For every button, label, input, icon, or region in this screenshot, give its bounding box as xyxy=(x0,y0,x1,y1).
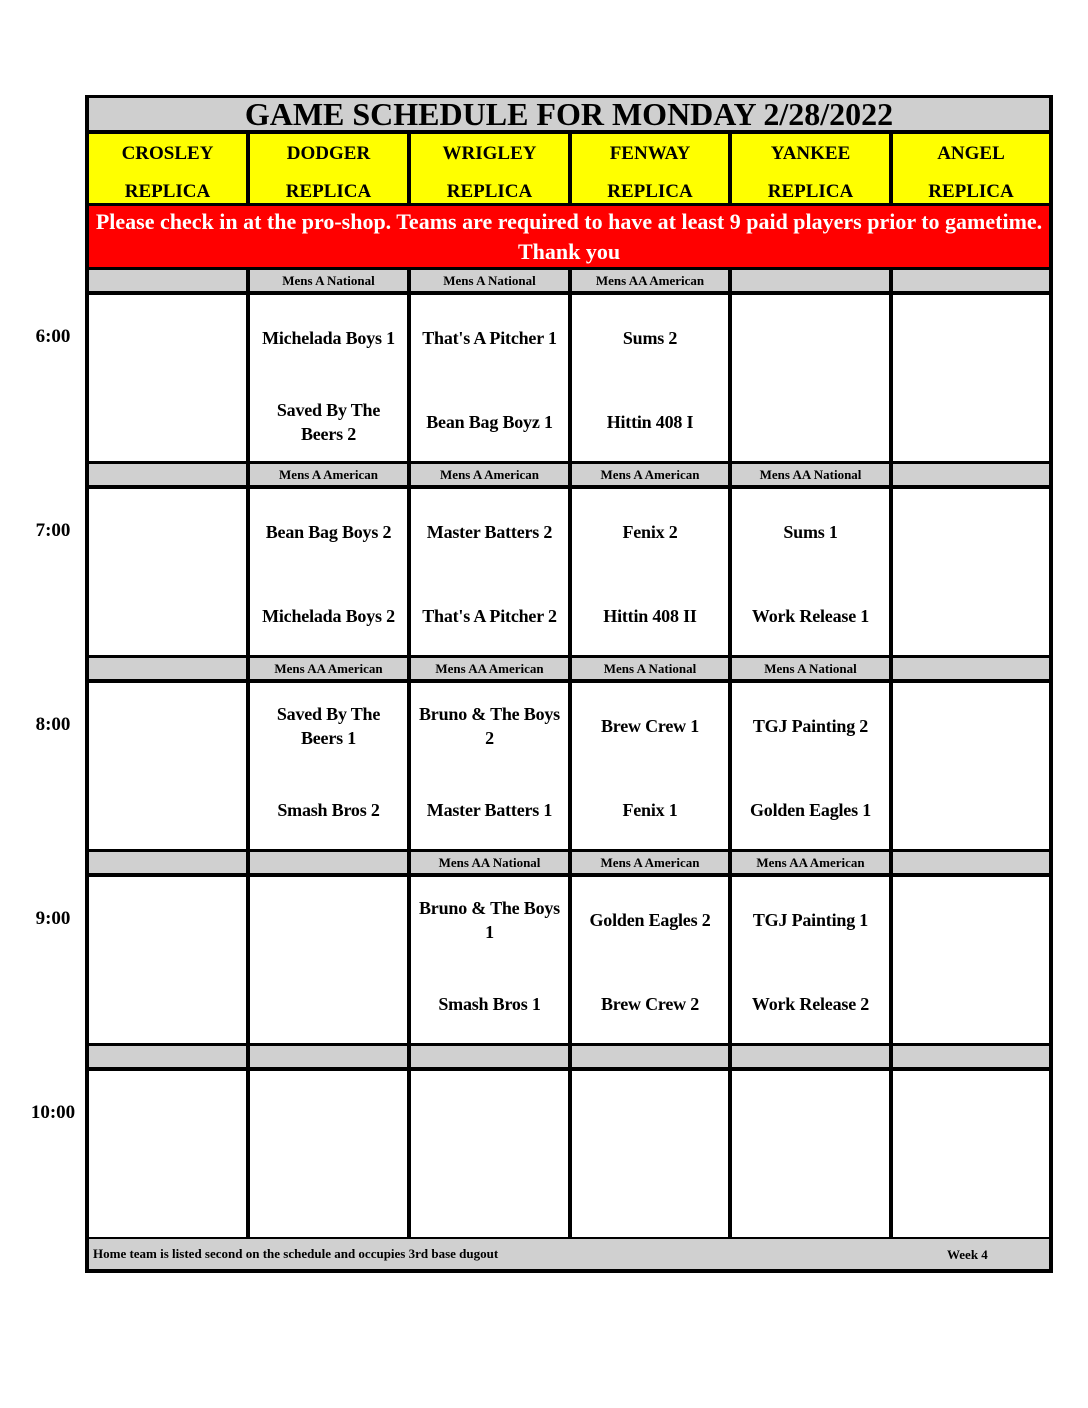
home-team: Saved By The Beers 2 xyxy=(276,400,381,444)
home-team xyxy=(893,1163,1049,1233)
home-team xyxy=(89,581,246,651)
game-cell xyxy=(89,489,246,655)
home-team xyxy=(893,581,1049,651)
home-team: Work Release 2 xyxy=(751,994,870,1014)
away-team xyxy=(250,885,407,955)
division-label: Mens A National xyxy=(411,270,568,291)
division-label: Mens A American xyxy=(572,852,728,873)
field-subtitle: REPLICA xyxy=(124,181,211,202)
division-label xyxy=(572,1046,728,1067)
game-cell xyxy=(732,489,889,655)
field-name: ANGEL xyxy=(937,143,1005,164)
game-cell xyxy=(250,295,407,461)
home-team xyxy=(732,1163,889,1233)
division-label: Mens AA American xyxy=(572,270,728,291)
away-team xyxy=(732,303,889,373)
game-cell xyxy=(250,489,407,655)
home-team xyxy=(893,387,1049,457)
field-name: YANKEE xyxy=(770,143,851,164)
field-header-angel xyxy=(893,134,1049,203)
away-team xyxy=(893,1079,1049,1149)
away-team: Sums 2 xyxy=(622,328,678,348)
division-label xyxy=(893,464,1049,485)
game-cell xyxy=(411,1071,568,1237)
game-cell xyxy=(89,295,246,461)
away-team: Sums 1 xyxy=(783,522,838,542)
home-team-note: Home team is listed second on the schedule and occupies 3rd base dugout xyxy=(93,1246,499,1261)
away-team: TGJ Painting 1 xyxy=(752,910,869,930)
game-cell xyxy=(732,295,889,461)
footer-note xyxy=(89,1239,1049,1269)
division-label xyxy=(893,270,1049,291)
home-team: Master Batters 1 xyxy=(426,800,553,820)
game-cell xyxy=(572,295,728,461)
division-label xyxy=(89,464,246,485)
away-team: Saved By The Beers 1 xyxy=(276,704,381,748)
home-team xyxy=(572,1163,728,1233)
game-cell xyxy=(572,683,728,849)
game-cell xyxy=(411,295,568,461)
home-team: Brew Crew 2 xyxy=(600,994,700,1014)
division-label: Mens AA American xyxy=(411,658,568,679)
home-team: Golden Eagles 1 xyxy=(749,800,871,820)
field-subtitle: REPLICA xyxy=(285,181,372,202)
field-header-fenway xyxy=(572,134,728,203)
time-label: 10:00 xyxy=(30,1102,76,1123)
home-team xyxy=(89,775,246,845)
game-cell xyxy=(250,877,407,1043)
away-team xyxy=(89,885,246,955)
home-team xyxy=(89,969,246,1039)
away-team: That's A Pitcher 1 xyxy=(422,328,557,348)
field-name: CROSLEY xyxy=(121,143,214,164)
game-cell xyxy=(732,877,889,1043)
division-label xyxy=(732,1046,889,1067)
division-label: Mens A National xyxy=(572,658,728,679)
game-cell xyxy=(250,1071,407,1237)
division-label xyxy=(893,1046,1049,1067)
time-label: 9:00 xyxy=(35,908,71,929)
field-name: WRIGLEY xyxy=(442,143,537,164)
game-cell xyxy=(893,877,1049,1043)
away-team: Bruno & The Boys 2 xyxy=(418,704,560,748)
game-cell xyxy=(411,683,568,849)
division-label xyxy=(89,658,246,679)
away-team xyxy=(893,497,1049,567)
field-subtitle: REPLICA xyxy=(767,181,854,202)
away-team xyxy=(893,885,1049,955)
field-subtitle: REPLICA xyxy=(607,181,693,202)
game-cell xyxy=(893,683,1049,849)
home-team xyxy=(89,387,246,457)
game-cell xyxy=(89,877,246,1043)
division-label: Mens A American xyxy=(250,464,407,485)
game-cell xyxy=(893,295,1049,461)
home-team xyxy=(250,969,407,1039)
game-cell xyxy=(732,683,889,849)
field-header-dodger xyxy=(250,134,407,203)
game-cell xyxy=(250,683,407,849)
home-team xyxy=(411,1163,568,1233)
game-cell xyxy=(572,489,728,655)
division-label: Mens A National xyxy=(732,658,889,679)
division-label xyxy=(250,1046,407,1067)
checkin-notice: Please check in at the pro-shop. Teams are required to have at least 9 paid players prior to gametime. Thank you xyxy=(89,206,1049,267)
game-cell xyxy=(732,1071,889,1237)
game-cell xyxy=(89,683,246,849)
home-team: Hittin 408 II xyxy=(603,606,697,626)
home-team: Hittin 408 I xyxy=(606,412,694,432)
division-label: Mens AA National xyxy=(732,464,889,485)
field-name: FENWAY xyxy=(609,143,691,164)
game-cell xyxy=(572,877,728,1043)
away-team xyxy=(572,1079,728,1149)
week-label: Week 4 xyxy=(947,1247,988,1262)
away-team: Fenix 2 xyxy=(622,522,678,542)
field-header-crosley xyxy=(89,134,246,203)
away-team: TGJ Painting 2 xyxy=(752,716,869,736)
division-label: Mens AA American xyxy=(732,852,889,873)
division-label xyxy=(893,658,1049,679)
home-team: Smash Bros 2 xyxy=(277,800,380,820)
division-label: Mens A American xyxy=(572,464,728,485)
away-team xyxy=(89,497,246,567)
schedule-table xyxy=(85,95,1053,1273)
field-header-yankee xyxy=(732,134,889,203)
home-team xyxy=(89,1163,246,1233)
field-subtitle: REPLICA xyxy=(928,181,1014,202)
field-subtitle: REPLICA xyxy=(446,181,533,202)
division-label xyxy=(732,270,889,291)
home-team xyxy=(732,387,889,457)
time-label: 6:00 xyxy=(35,326,71,347)
game-cell xyxy=(411,877,568,1043)
home-team: That's A Pitcher 2 xyxy=(422,606,557,626)
division-label: Mens AA American xyxy=(250,658,407,679)
division-label xyxy=(89,270,246,291)
away-team xyxy=(411,1079,568,1149)
time-label: 8:00 xyxy=(35,714,71,735)
division-label: Mens AA National xyxy=(411,852,568,873)
division-label xyxy=(89,852,246,873)
away-team: Bruno & The Boys 1 xyxy=(418,898,560,942)
away-team: Michelada Boys 1 xyxy=(262,328,395,348)
schedule-title: GAME SCHEDULE FOR MONDAY 2/28/2022 xyxy=(89,98,1049,130)
game-cell xyxy=(893,1071,1049,1237)
game-cell xyxy=(89,1071,246,1237)
away-team xyxy=(89,691,246,761)
home-team: Fenix 1 xyxy=(622,800,678,820)
home-team: Bean Bag Boyz 1 xyxy=(426,412,553,432)
away-team xyxy=(89,1079,246,1149)
away-team xyxy=(893,303,1049,373)
division-label xyxy=(250,852,407,873)
field-name: DODGER xyxy=(286,143,371,164)
game-cell xyxy=(893,489,1049,655)
home-team xyxy=(250,1163,407,1233)
field-header-wrigley xyxy=(411,134,568,203)
away-team xyxy=(893,691,1049,761)
away-team xyxy=(89,303,246,373)
game-cell xyxy=(411,489,568,655)
time-label: 7:00 xyxy=(35,520,71,541)
game-cell xyxy=(572,1071,728,1237)
division-label: Mens A American xyxy=(411,464,568,485)
division-label xyxy=(411,1046,568,1067)
away-team: Master Batters 2 xyxy=(426,522,553,542)
away-team xyxy=(732,1079,889,1149)
division-label: Mens A National xyxy=(250,270,407,291)
away-team: Golden Eagles 2 xyxy=(589,910,711,930)
away-team: Brew Crew 1 xyxy=(600,716,700,736)
home-team: Work Release 1 xyxy=(751,606,870,626)
home-team: Smash Bros 1 xyxy=(438,994,541,1014)
home-team xyxy=(893,969,1049,1039)
away-team: Bean Bag Boys 2 xyxy=(265,522,392,542)
home-team: Michelada Boys 2 xyxy=(262,606,395,626)
away-team xyxy=(250,1079,407,1149)
division-label xyxy=(89,1046,246,1067)
home-team xyxy=(893,775,1049,845)
division-label xyxy=(893,852,1049,873)
